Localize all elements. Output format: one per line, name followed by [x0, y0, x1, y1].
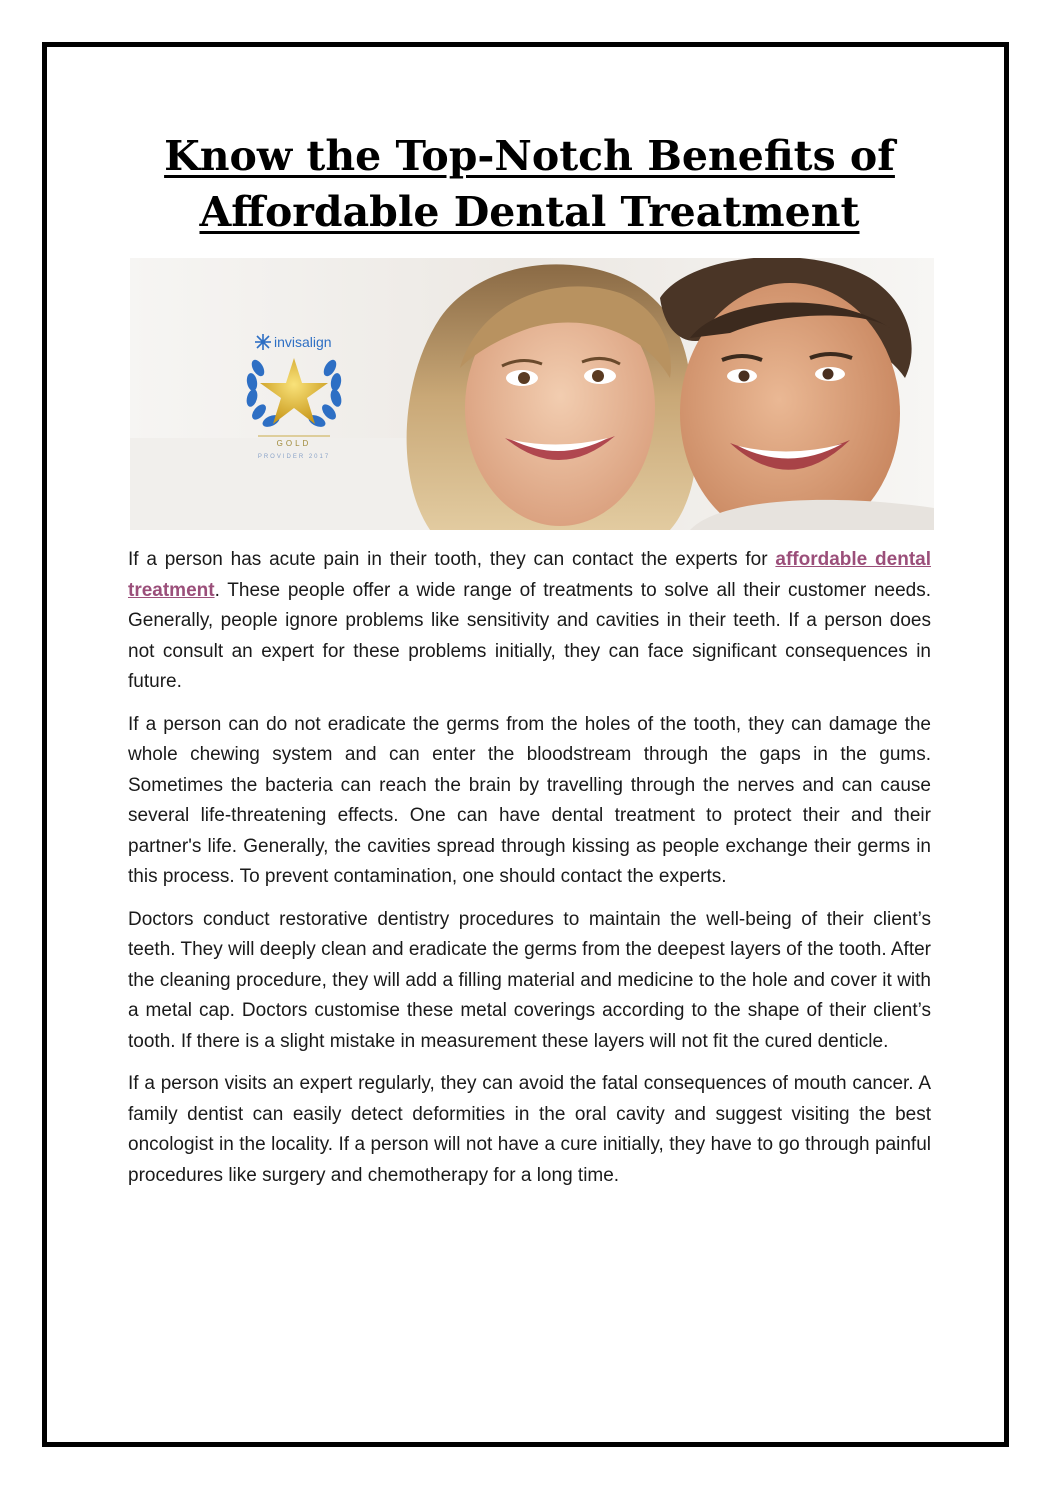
paragraph-4: If a person visits an expert regularly, they can avoid the fatal consequences of mouth cancer. A family dentist can easily detect deformities in the oral cavity and suggest visiting the best oncologist in the locality. If a person will not have a cure initially, they have to go through painful procedures like surgery and chemotherapy for a long time. — [128, 1073, 931, 1186]
document-title — [60, 128, 999, 240]
paragraph-1 — [128, 545, 931, 698]
badge-brand-text: invisalign — [274, 334, 332, 350]
title-line-2: Affordable Dental Treatment — [199, 188, 860, 236]
badge-subtitle-text: PROVIDER 2017 — [257, 454, 331, 460]
article-body — [128, 545, 931, 1203]
paragraph-1-intro: If a person has acute pain in their tooth, they can contact the experts for — [128, 549, 776, 570]
paragraph-1-rest: . These people offer a wide range of treatments to solve all their customer needs. Generally, people ignore problems like sensitivity and cavities in their teeth. If a person does not consult an expert for these problems initially, they can face significant consequences in future. — [128, 579, 931, 692]
paragraph-3: Doctors conduct restorative dentistry procedures to maintain the well-being of their client’s teeth. They will deeply clean and eradicate the germs from the deepest layers of the tooth. After the cleaning procedure, they will add a filling material and medicine to the hole and cover it with a metal cap. Doctors customise these metal coverings according to the shape of their client’s tooth. If there is a slight mistake in measurement these layers will not fit the cured denticle. — [128, 908, 931, 1052]
title-line-1: Know the Top-Notch Benefits of — [164, 132, 895, 180]
paragraph-2: If a person can do not eradicate the germs from the holes of the tooth, they can damage the whole chewing system and can enter the bloodstream through the gaps in the gums. Sometimes the bacteria can reach the brain by travelling through the nerves and can cause several life-threatening effects. One can have dental treatment to protect their and their partner's life. Generally, the cavities spread through kissing as people exchange their germs in this process. To prevent contamination, one should contact the experts. — [128, 713, 931, 887]
couple-smiling-photo — [130, 258, 934, 530]
invisalign-logo-icon — [255, 334, 271, 350]
badge-tier-text: GOLD — [276, 439, 312, 448]
hero-image — [130, 258, 934, 530]
affordable-dental-treatment-link[interactable]: affordable dental treatment — [128, 549, 931, 601]
